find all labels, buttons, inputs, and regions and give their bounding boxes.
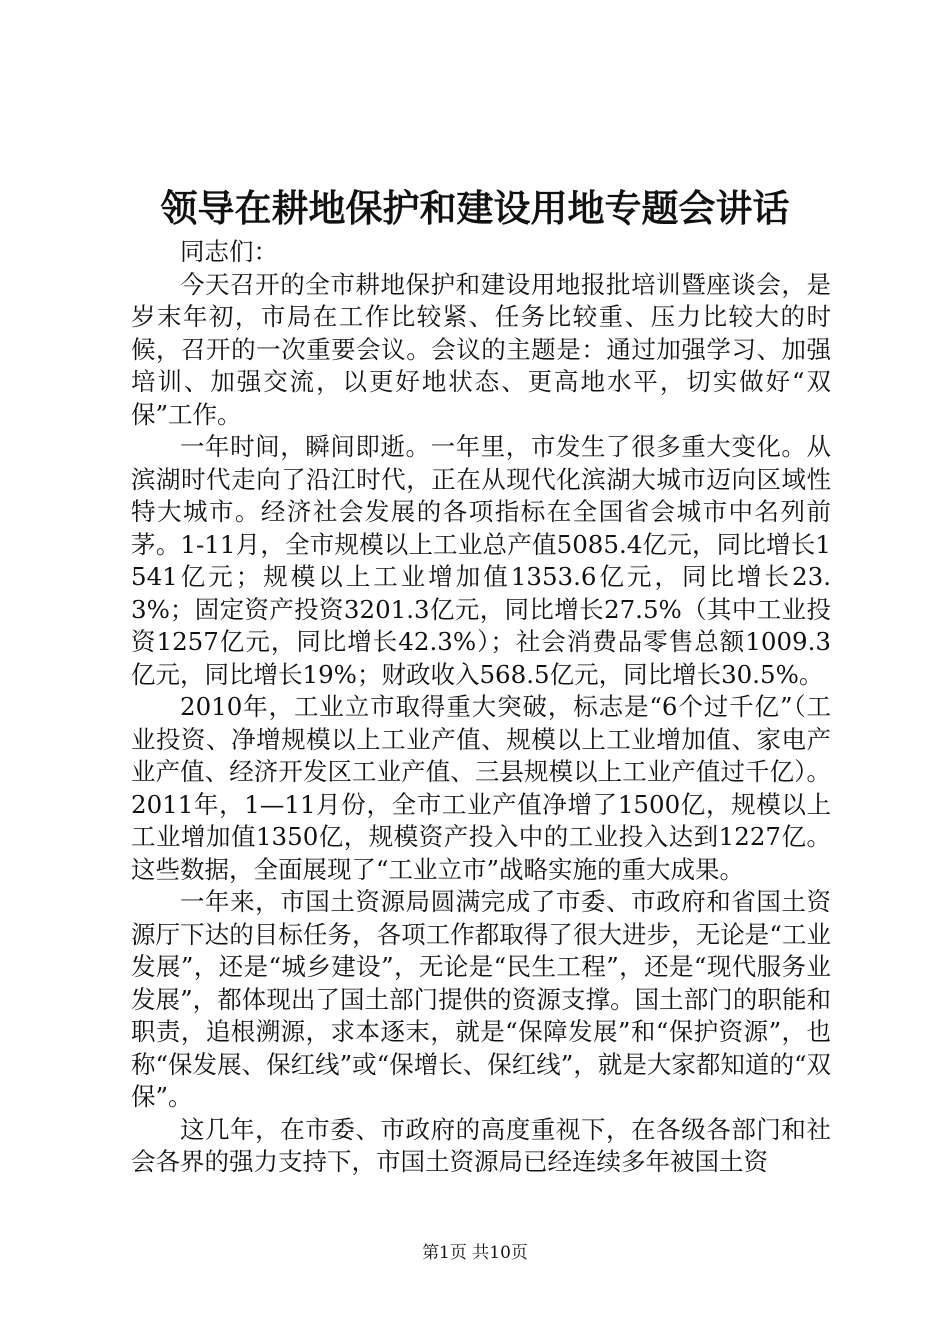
page-footer: 第1页 共10页 — [422, 1243, 528, 1263]
paragraph: 一年时间，瞬间即逝。一年里，市发生了很多重大变化。从滨湖时代走向了沿江时代，正在从现代化滨湖大城市迈向区域性特大城市。经济社会发展的各项指标在全国省会城市中名列前茅。1-11月，全市规模以上工业总产值5085.4亿元，同比增长1541亿元；规模以上工业增加值1353.6亿元，同比增长23.3%；固定资产投资3201.3亿元，同比增长27.5%（其中工业投资1257亿元，同比增长42.3%）；社会消费品零售总额1009.3亿元，同比增长19%；财政收入568.5亿元，同比增长30.5%。 — [131, 432, 831, 689]
paragraph: 一年来，市国土资源局圆满完成了市委、市政府和省国土资源厅下达的目标任务，各项工作都取得了很大进步，无论是“工业发展”，还是“城乡建设”，无论是“民生工程”，还是“现代服务业发展”，都体现出了国土部门提供的资源支撑。国土部门的职能和职责，追根溯源，求本逐末，就是“保障发展”和“保护资源”，也称“保发展、保红线”或“保增长、保红线”，就是大家都知道的“双保”。 — [131, 887, 831, 1111]
paragraph: 这几年，在市委、市政府的高度重视下，在各级各部门和社会各界的强力支持下，市国土资源局已经连续多年被国土资 — [131, 1114, 831, 1176]
paragraph: 今天召开的全市耕地保护和建设用地报批培训暨座谈会，是岁末年初，市局在工作比较紧、任务比较重、压力比较大的时候，召开的一次重要会议。会议的主题是：通过加强学习、加强培训、加强交流，以更好地状态、更高地水平，切实做好“双保”工作。 — [131, 269, 831, 429]
salutation: 同志们： — [180, 237, 278, 266]
document-title: 领导在耕地保护和建设用地专题会讲话 — [160, 186, 790, 230]
paragraph: 2010年，工业立市取得重大突破，标志是“6个过千亿”（工业投资、净增规模以上工业产值、规模以上工业增加值、家电产业产值、经济开发区工业产值、三县规模以上工业产值过千亿）。2011年，1—11月份，全市工业产值净增了1500亿，规模以上工业增加值1350亿，规模资产投入中的工业投入达到1227亿。这些数据，全面展现了“工业立市”战略实施的重大成果。 — [131, 692, 831, 884]
document-body — [131, 236, 831, 1179]
